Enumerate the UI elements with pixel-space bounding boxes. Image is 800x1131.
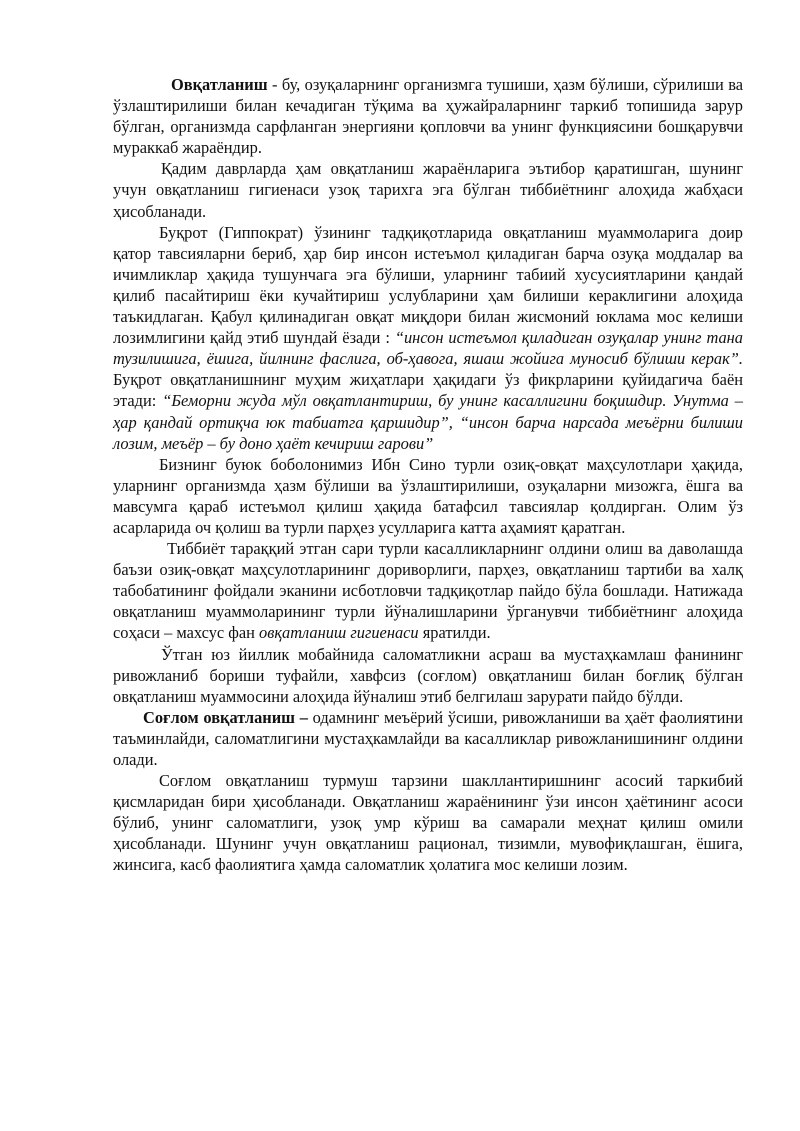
- paragraph-medicine-progress: [113, 538, 743, 643]
- paragraph-text: Ўтган юз йиллик мобайнида саломатликни асраш ва мустаҳкамлаш фанининг ривожланиб бориши туфайли, хавфсиз (соғлом) овқатланиш билан боғлиқ бўлган овқатланиш муаммосини алоҳида йўналиш этиб белгилаш зарурати пайдо бўлди.: [113, 644, 743, 706]
- document-page: [113, 74, 743, 876]
- paragraph-text: Тиббиёт тараққий этган сари турли касалликларнинг олдини олиш ва даволашда баъзи озиқ-овқат маҳсулотларининг дориворлиги, парҳез, овқатланиш тартиби ва халқ табобатининг фойдали эканини исботловчи тадқиқотлар пайдо бўла бошлади. Натижада овқатланиш муаммоларининг турли йўналишларини ўрганувчи тиббиётнинг алоҳида соҳаси – махсус фан: [113, 539, 743, 643]
- paragraph-lifestyle: [113, 770, 743, 875]
- paragraph-last-century: [113, 644, 743, 707]
- paragraph-text: Бизнинг буюк боболонимиз Ибн Сино турли озиқ-овқат маҳсулотлари ҳақида, уларнинг организмда ҳазм бўлиши ва ўзлаштирилиши, озуқаларни мизожга, ёшга ва мавсумга қараб истеъмол қилиш ҳақида батафсил тавсиялар қолдирган. Олим ўз асарларида оч қолиш ва турли парҳез усулларига катта аҳамият қаратган.: [113, 454, 743, 537]
- paragraph-text: Буқрот овқатланишнинг муҳим жиҳатлари ҳақидаги ўз фикрларини қуйидагича баён этади:: [113, 370, 743, 411]
- paragraph-text: Қадим даврларда ҳам овқатланиш жараёнларига эътибор қаратишган, шунинг учун овқатланиш гигиенаси узоқ тарихга эга бўлган тиббиётнинг алоҳида жабҳаси ҳисобланади.: [113, 159, 743, 221]
- paragraph-text: Буқрот (Гиппократ) ўзининг тадқиқотларида овқатланиш муаммоларига доир қатор тавсияларни бериб, ҳар бир инсон истеъмол қиладиган барча озуқа моддалар ва ичимликлар ҳақида тушунчага эга бўлиши, уларнинг табиий хусусиятларини қандай қилиб пасайтириш ёки кучайтириш услубларини ҳам билиши кераклигини алоҳида таъкидлаган. Қабул қилинадиган овқат миқдори билан жисмоний юклама мос келиши лозимлигини қайд этиб шундай ёзади :: [113, 222, 743, 348]
- paragraph-text: - бу, озуқаларнинг организмга тушиши, ҳазм бўлиши, сўрилиши ва ўзлаштирилиши билан кечадиган тўқима ва ҳужайраларнинг таркиб топишида зарур бўлган, организмда сарфланган энергияни қопловчи ва унинг функциясини бошқарувчи мураккаб жараёндир.: [113, 75, 743, 158]
- hippocrates-quote-1: “инсон истеъмол қиладиган озуқалар унинг тана тузилишига, ёшига, йилнинг фаслига, об-ҳавога, яшаш жойига муносиб бўлиши керак”.: [113, 328, 744, 369]
- paragraph-nutrition-definition: [113, 74, 743, 158]
- paragraph-healthy-nutrition-definition: [113, 707, 743, 770]
- term-healthy-nutrition: Соғлом овқатланиш –: [143, 707, 308, 727]
- paragraph-text: яратилди.: [418, 623, 491, 643]
- paragraph-text: Соғлом овқатланиш турмуш тарзини шакллантиришнинг асосий таркибий қисмларидан бири ҳисобланади. Овқатланиш жараёнининг ўзи инсон ҳаётининг асоси бўлиб, унинг саломатлиги, узоқ умр кўриш ва самарали меҳнат қилиш омили ҳисобланади. Шунинг учун овқатланиш рационал, тизимли, мувофиқлашган, ёшига, жинсига, касб фаолиятига ҳамда саломатлик ҳолатига мос келиши лозим.: [113, 771, 743, 875]
- term-nutrition: Овқатланиш: [171, 75, 268, 94]
- paragraph-hippocrates: [113, 222, 743, 454]
- hippocrates-quote-2: “Беморни жуда мўл овқатлантириш, бу унинг касаллигини боқишдир. Унутма – ҳар қандай ортиқча юк табиатга қаршидир”, “инсон барча нарсада меъёрни билиши лозим, меъёр – бу доно ҳаёт кечириш гарови”: [113, 391, 743, 453]
- term-nutrition-hygiene: овқатланиш гигиенаси: [259, 623, 419, 643]
- paragraph-ibn-sino: [113, 454, 743, 538]
- paragraph-ancient-times: [113, 158, 743, 221]
- paragraph-text: одамнинг меъёрий ўсиши, ривожланиши ва ҳаёт фаолиятини таъминлайди, саломатлигини мустаҳкамлайди ва касалликлар ривожланишининг олдини олади.: [113, 707, 743, 769]
